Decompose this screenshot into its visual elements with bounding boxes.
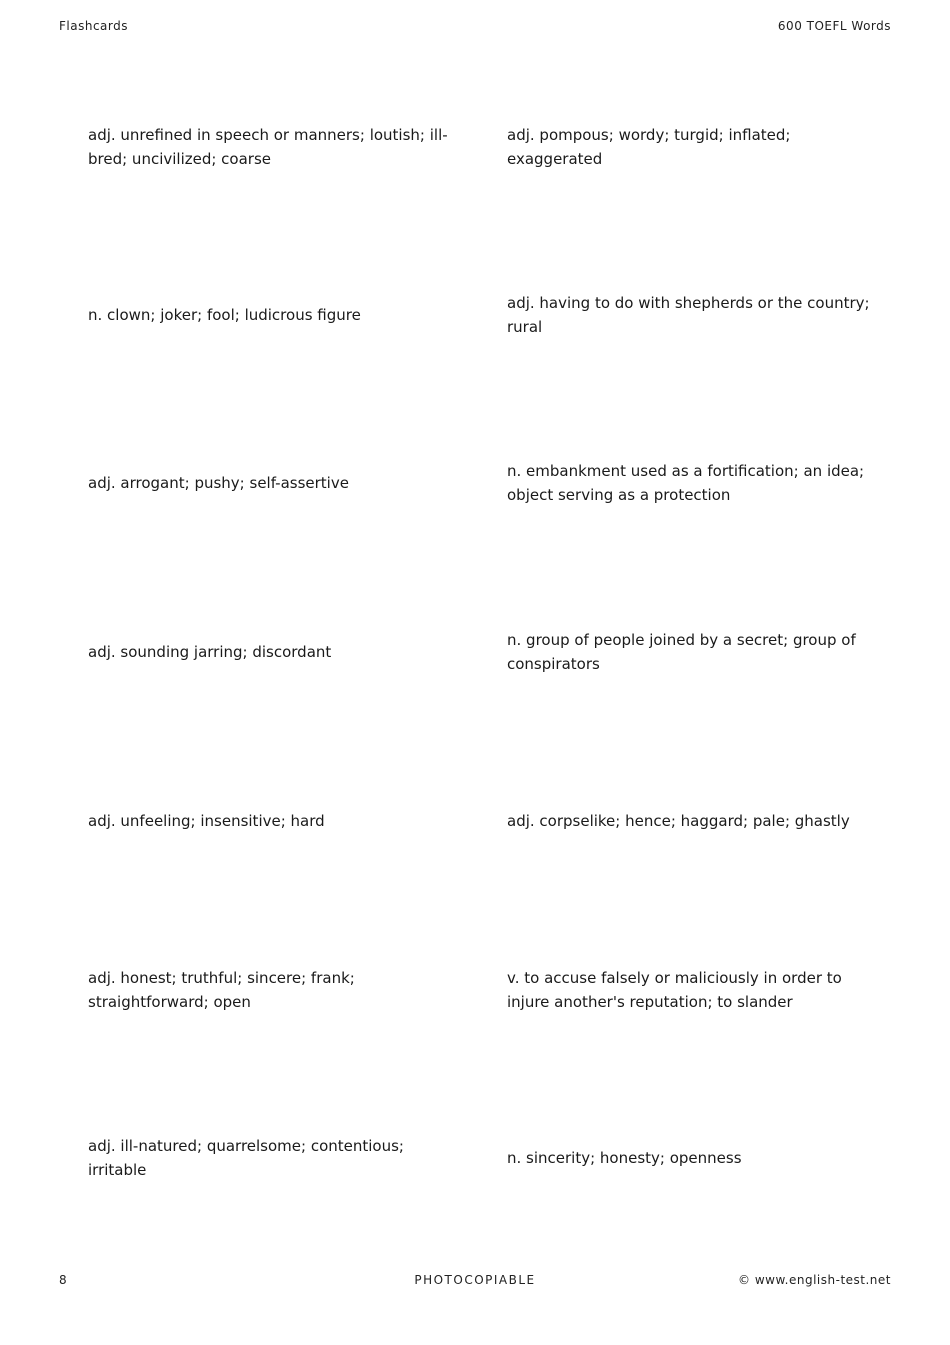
flashcard-definition: n. clown; joker; fool; ludicrous figure — [88, 306, 361, 324]
flashcard-definition: adj. corpselike; hence; haggard; pale; ghastly — [507, 812, 850, 830]
flashcard-definition: adj. having to do with shepherds or the country; rural — [507, 294, 870, 336]
flashcard-definition: adj. ill-natured; quarrelsome; contentious; irritable — [88, 1137, 404, 1179]
flashcard-definition: adj. unfeeling; insensitive; hard — [88, 812, 325, 830]
copyright-website: © www.english-test.net — [738, 1273, 891, 1287]
flashcard-definition: adj. honest; truthful; sincere; frank; straightforward; open — [88, 969, 355, 1011]
page-number: 8 — [59, 1273, 68, 1287]
flashcard-definition: adj. arrogant; pushy; self-assertive — [88, 474, 349, 492]
header-book-title: 600 TOEFL Words — [777, 19, 891, 33]
photocopiable-label: PHOTOCOPIABLE — [414, 1273, 536, 1287]
flashcard-definition: n. embankment used as a fortification; an idea; object serving as a protection — [507, 462, 865, 504]
flashcard-definition: n. sincerity; honesty; openness — [507, 1149, 742, 1167]
flashcard-grid — [88, 55, 878, 1240]
flashcard-definition: adj. unrefined in speech or manners; loutish; ill-bred; uncivilized; coarse — [88, 126, 448, 168]
flashcard-definition: n. group of people joined by a secret; group of conspirators — [507, 631, 856, 673]
flashcard-definition: adj. pompous; wordy; turgid; inflated; exaggerated — [507, 126, 791, 168]
flashcard-definition: v. to accuse falsely or maliciously in order to injure another's reputation; to slander — [507, 969, 842, 1011]
flashcard-definition: adj. sounding jarring; discordant — [88, 643, 332, 661]
header-section-title: Flashcards — [59, 19, 128, 33]
